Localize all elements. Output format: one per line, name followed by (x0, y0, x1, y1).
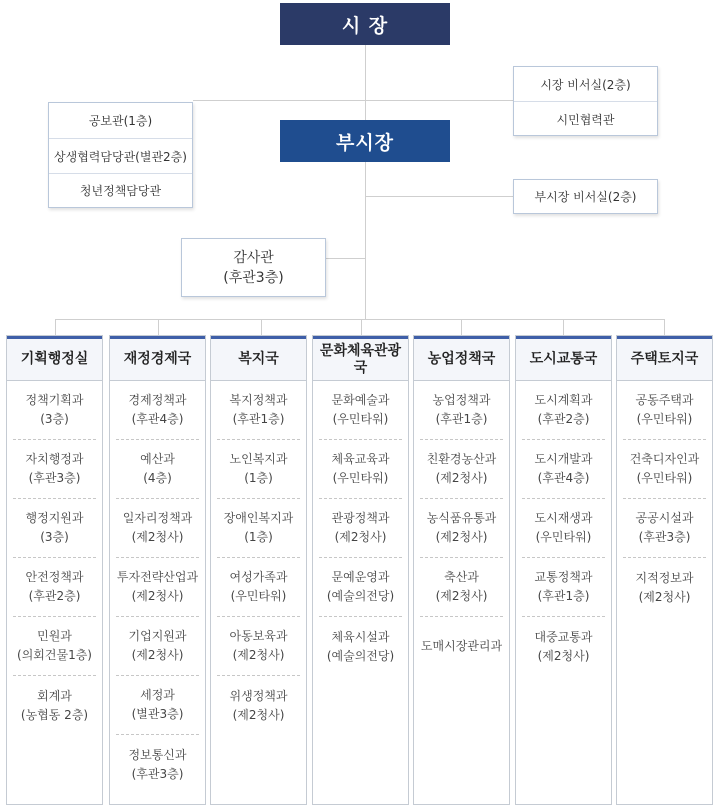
division-item[interactable] (319, 617, 402, 676)
mayor-office-group (513, 66, 658, 136)
division-location: (3층) (40, 412, 69, 426)
division-item[interactable] (217, 676, 300, 735)
left-office-group (48, 102, 193, 208)
division-list (617, 381, 712, 617)
division-name: 도시계획과 (534, 393, 593, 407)
audit-connector (326, 258, 365, 259)
division-name: 체육시설과 (331, 629, 390, 644)
department-column (312, 335, 409, 805)
vice-mayor-secretary-office[interactable]: 부시장 비서실(2층) (534, 190, 637, 204)
division-name: 대중교통과 (534, 629, 593, 644)
department-title[interactable]: 복지국 (211, 336, 306, 381)
division-name: 건축디자인과 (629, 452, 700, 466)
division-name: 도시개발과 (534, 452, 593, 466)
division-list (313, 381, 408, 676)
division-item[interactable] (623, 440, 706, 499)
division-name: 행정지원과 (25, 511, 84, 525)
division-location: (우민타워) (535, 530, 592, 544)
audit-box[interactable] (181, 238, 326, 297)
division-name: 아동보육과 (229, 629, 288, 643)
division-item[interactable] (13, 617, 96, 676)
dept-drop-3 (261, 319, 262, 335)
department-title[interactable]: 주택토지국 (617, 336, 712, 381)
division-location: (제2청사) (334, 530, 387, 544)
vice-office-connector (365, 196, 513, 197)
division-item[interactable] (13, 499, 96, 558)
division-name: 세정과 (140, 688, 175, 702)
department-title[interactable]: 재정경제국 (110, 336, 205, 381)
department-column (413, 335, 510, 805)
dept-drop-6 (563, 319, 564, 335)
division-name: 여성가족과 (229, 570, 288, 584)
department-column (210, 335, 307, 805)
division-name: 안전정책과 (25, 570, 84, 584)
mayor-box[interactable]: 시 장 (280, 3, 450, 45)
department-title[interactable]: 농업정책국 (414, 336, 509, 381)
division-location: (제2청사) (435, 471, 488, 485)
division-item[interactable] (522, 440, 605, 499)
division-list (7, 381, 102, 735)
division-item[interactable] (623, 558, 706, 617)
dept-drop-2 (158, 319, 159, 335)
division-location: (우민타워) (332, 412, 389, 426)
division-location: (후관1층) (232, 412, 285, 426)
main-trunk-line (365, 45, 366, 120)
division-item[interactable] (420, 558, 503, 617)
division-list (211, 381, 306, 735)
division-name: 지적정보과 (635, 570, 694, 585)
division-name: 문예운영과 (331, 570, 390, 584)
division-location: (후관3층) (638, 530, 691, 544)
division-item[interactable] (13, 676, 96, 735)
division-item[interactable] (420, 617, 503, 676)
division-item[interactable] (319, 440, 402, 499)
division-name: 장애인복지과 (223, 511, 294, 525)
division-name: 기업지원과 (128, 629, 187, 643)
division-location: (제2청사) (232, 707, 285, 722)
mayor-secretary-office[interactable]: 시장 비서실(2층) (540, 77, 631, 92)
division-name: 정책기획과 (25, 393, 84, 407)
division-location: (예술의전당) (326, 648, 395, 663)
public-relations-office[interactable]: 공보관(1층) (88, 114, 153, 128)
division-item[interactable] (522, 617, 605, 676)
division-name: 도시재생과 (534, 511, 593, 525)
department-column (515, 335, 612, 805)
division-location: (1층) (244, 530, 273, 544)
division-location: (우민타워) (636, 471, 693, 485)
division-location: (제2청사) (435, 589, 488, 603)
division-item[interactable] (623, 381, 706, 440)
division-location: (우민타워) (636, 412, 693, 426)
division-name: 민원과 (37, 629, 72, 643)
division-item[interactable] (217, 381, 300, 440)
audit-location: (후관3층) (223, 269, 284, 286)
division-location: (3층) (40, 530, 69, 544)
division-location: (제2청사) (131, 648, 184, 662)
division-location: (농협동 2층) (20, 707, 89, 722)
department-title[interactable]: 기획행정실 (7, 336, 102, 381)
division-name: 공동주택과 (635, 393, 694, 407)
division-item[interactable] (319, 381, 402, 440)
department-column (6, 335, 103, 805)
division-location: (후관3층) (28, 471, 81, 485)
division-item[interactable] (522, 558, 605, 617)
dept-drop-1 (55, 319, 56, 335)
division-item[interactable] (623, 499, 706, 558)
citizen-cooperation-officer[interactable]: 시민협력관 (514, 101, 657, 136)
division-name: 문화예술과 (331, 393, 390, 407)
department-column (616, 335, 713, 805)
division-location: (제2청사) (232, 648, 285, 662)
dept-drop-4 (361, 319, 362, 335)
left-office-connector (193, 100, 365, 101)
division-list (516, 381, 611, 676)
division-location: (후관4층) (537, 471, 590, 485)
division-location: (제2청사) (131, 530, 184, 544)
division-list (110, 381, 205, 794)
division-location: (의회건물1층) (17, 648, 92, 662)
division-item[interactable] (420, 440, 503, 499)
division-location: (후관3층) (131, 766, 184, 781)
audit-name: 감사관 (233, 249, 274, 266)
division-location: (제2청사) (435, 530, 488, 544)
vice-mayor-box[interactable]: 부시장 (280, 120, 450, 162)
department-bus-line (55, 319, 665, 320)
vice-mayor-office-group (513, 179, 658, 214)
division-name: 교통정책과 (534, 570, 593, 584)
division-location: (우민타워) (230, 589, 287, 603)
mayor-office-connector (365, 100, 513, 101)
division-location: (제2청사) (638, 589, 691, 604)
division-name: 관광정책과 (331, 511, 390, 525)
division-item[interactable] (420, 499, 503, 558)
division-item[interactable] (116, 440, 199, 499)
division-item[interactable] (13, 558, 96, 617)
division-name: 축산과 (444, 570, 479, 584)
division-name: 위생정책과 (229, 688, 288, 703)
cooperation-office[interactable]: 상생협력담당관(별관2층) (49, 138, 192, 173)
division-name: 도매시장관리과 (420, 639, 503, 653)
division-name: 회계과 (37, 688, 72, 703)
youth-policy-office[interactable]: 청년정책담당관 (49, 173, 192, 207)
division-name: 체육교육과 (331, 452, 390, 466)
division-name: 공공시설과 (635, 511, 694, 525)
dept-drop-7 (664, 319, 665, 335)
division-name: 복지정책과 (229, 393, 288, 407)
division-item[interactable] (116, 735, 199, 794)
division-item[interactable] (116, 617, 199, 676)
division-item[interactable] (13, 440, 96, 499)
division-item[interactable] (116, 381, 199, 440)
division-list (414, 381, 509, 676)
division-name: 친환경농산과 (426, 452, 497, 466)
division-name: 농업정책과 (432, 393, 491, 407)
division-item[interactable] (522, 499, 605, 558)
division-name: 일자리정책과 (122, 511, 193, 525)
division-location: (후관1층) (537, 589, 590, 603)
division-item[interactable] (217, 558, 300, 617)
division-item[interactable] (217, 499, 300, 558)
division-item[interactable] (319, 499, 402, 558)
division-item[interactable] (420, 381, 503, 440)
department-title[interactable]: 도시교통국 (516, 336, 611, 381)
department-column (109, 335, 206, 805)
dept-drop-5 (461, 319, 462, 335)
division-name: 투자전략산업과 (116, 570, 199, 584)
division-location: (4층) (143, 471, 172, 485)
division-location: (후관2층) (28, 589, 81, 603)
division-item[interactable] (319, 558, 402, 617)
division-location: (후관4층) (131, 412, 184, 426)
department-title[interactable]: 문화체육관광국 (313, 336, 408, 381)
division-location: (우민타워) (332, 471, 389, 485)
division-item[interactable] (13, 381, 96, 440)
division-item[interactable] (217, 617, 300, 676)
division-name: 예산과 (140, 452, 175, 466)
main-trunk-line-lower (365, 162, 366, 319)
division-item[interactable] (116, 676, 199, 735)
division-location: (예술의전당) (326, 589, 395, 603)
division-location: (별관3층) (131, 707, 184, 721)
division-item[interactable] (116, 558, 199, 617)
division-location: (1층) (244, 471, 273, 485)
division-location: (제2청사) (131, 589, 184, 603)
division-name: 농식품유통과 (426, 511, 497, 525)
division-item[interactable] (217, 440, 300, 499)
division-item[interactable] (522, 381, 605, 440)
division-item[interactable] (116, 499, 199, 558)
division-name: 정보통신과 (128, 747, 187, 762)
division-name: 노인복지과 (229, 452, 288, 466)
division-location: (제2청사) (537, 648, 590, 663)
division-name: 자치행정과 (25, 452, 84, 466)
division-name: 경제정책과 (128, 393, 187, 407)
division-location: (후관2층) (537, 412, 590, 426)
division-location: (후관1층) (435, 412, 488, 426)
